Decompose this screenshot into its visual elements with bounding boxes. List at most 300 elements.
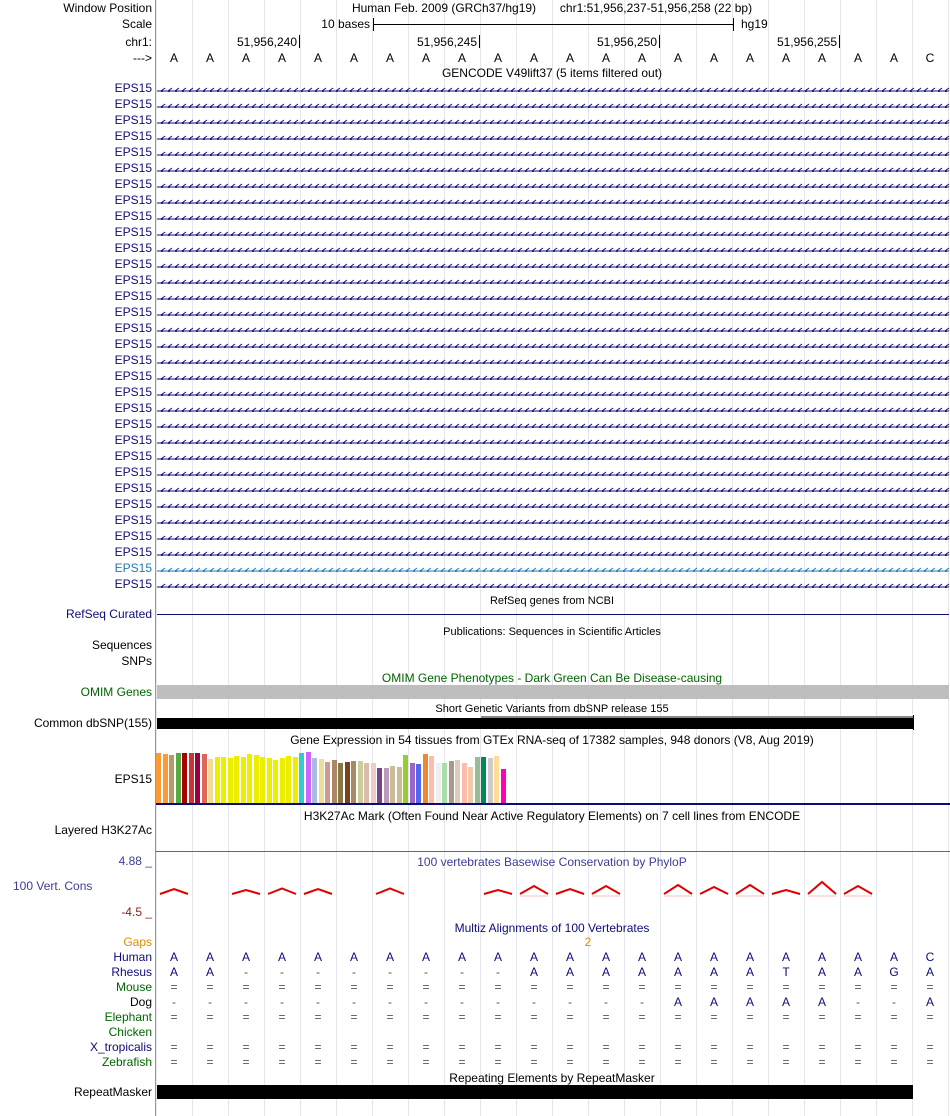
base-letter: A bbox=[241, 51, 251, 65]
phylop-score-mark bbox=[268, 889, 296, 895]
alignment-base: A bbox=[889, 950, 899, 964]
alignment-base: A bbox=[313, 950, 323, 964]
refseq-label[interactable]: RefSeq Curated bbox=[65, 607, 152, 621]
gencode-gene-feature[interactable] bbox=[157, 100, 949, 108]
ruler-tick-label: 51,956,250 bbox=[596, 35, 657, 49]
alignment-base: = bbox=[422, 1010, 430, 1024]
alignment-base: C bbox=[925, 950, 935, 964]
alignment-base: = bbox=[494, 980, 502, 994]
gtex-tissue-bar[interactable] bbox=[228, 758, 233, 803]
alignment-base: A bbox=[457, 950, 467, 964]
species-label[interactable]: Dog bbox=[129, 995, 152, 1009]
alignment-base: - bbox=[316, 995, 320, 1009]
gtex-tissue-bar[interactable] bbox=[384, 768, 389, 803]
gencode-gene-label[interactable]: EPS15 bbox=[114, 497, 152, 511]
gencode-gene-feature[interactable] bbox=[157, 356, 949, 364]
gencode-gene-feature[interactable] bbox=[157, 276, 949, 284]
alignment-base: = bbox=[818, 1040, 826, 1054]
alignment-base: A bbox=[709, 995, 719, 1009]
gencode-gene-feature[interactable] bbox=[157, 564, 949, 572]
alignment-base: = bbox=[458, 1010, 466, 1024]
phylop-score-mark bbox=[664, 885, 692, 894]
phylop-score-mark bbox=[304, 889, 332, 894]
species-label[interactable]: Rhesus bbox=[111, 965, 152, 979]
gencode-gene-label[interactable]: EPS15 bbox=[114, 81, 152, 95]
alignment-base: = bbox=[854, 1040, 862, 1054]
gencode-gene-label[interactable]: EPS15 bbox=[114, 545, 152, 559]
alignment-base: = bbox=[674, 1010, 682, 1024]
gencode-track-title[interactable]: GENCODE V49lift37 (5 items filtered out) bbox=[441, 66, 663, 80]
gtex-tissue-bar[interactable] bbox=[358, 761, 363, 803]
gtex-tissue-bar[interactable] bbox=[280, 758, 285, 803]
phylop-score-mark bbox=[844, 886, 872, 894]
gtex-tissue-bar[interactable] bbox=[442, 763, 447, 803]
alignment-base: A bbox=[601, 950, 611, 964]
ruler-tick-label: 51,956,245 bbox=[416, 35, 477, 49]
gencode-gene-label[interactable]: EPS15 bbox=[114, 289, 152, 303]
alignment-base: - bbox=[352, 965, 356, 979]
species-label[interactable]: Chicken bbox=[108, 1025, 152, 1039]
alignment-base: = bbox=[926, 1040, 934, 1054]
alignment-base: = bbox=[530, 980, 538, 994]
gencode-gene-feature[interactable] bbox=[157, 388, 949, 396]
alignment-base: A bbox=[709, 950, 719, 964]
gencode-gene-label[interactable]: EPS15 bbox=[114, 337, 152, 351]
gtex-tissue-bar[interactable] bbox=[390, 766, 395, 803]
alignment-base: A bbox=[529, 965, 539, 979]
dbsnp-variant-end bbox=[913, 715, 914, 730]
alignment-base: = bbox=[926, 980, 934, 994]
alignment-base: = bbox=[638, 1055, 646, 1069]
gencode-gene-label[interactable]: EPS15 bbox=[114, 193, 152, 207]
gtex-tissue-bar[interactable] bbox=[319, 759, 324, 803]
gencode-gene-label[interactable]: EPS15 bbox=[114, 353, 152, 367]
phylop-score-mark bbox=[484, 890, 512, 894]
alignment-base: A bbox=[205, 965, 215, 979]
gtex-tissue-bar[interactable] bbox=[195, 753, 200, 803]
alignment-base: = bbox=[386, 1010, 394, 1024]
gtex-track-title[interactable]: Gene Expression in 54 tissues from GTEx RNA-seq of 17382 samples, 948 donors (V8, Aug 2019) bbox=[290, 733, 814, 747]
gencode-gene-label[interactable]: EPS15 bbox=[114, 369, 152, 383]
gtex-tissue-bar[interactable] bbox=[241, 757, 246, 803]
gtex-tissue-bar[interactable] bbox=[234, 756, 239, 803]
gencode-gene-feature[interactable] bbox=[157, 484, 949, 492]
ruler-tick-mark bbox=[479, 35, 480, 48]
alignment-base: - bbox=[172, 995, 176, 1009]
gtex-tissue-bar[interactable] bbox=[351, 761, 356, 803]
base-letter: A bbox=[601, 51, 611, 65]
alignment-base: = bbox=[242, 1055, 250, 1069]
phylop-max-label: 4.88 _ bbox=[118, 854, 152, 868]
gtex-tissue-bar[interactable] bbox=[163, 754, 168, 803]
alignment-base: = bbox=[314, 980, 322, 994]
gencode-gene-label[interactable]: EPS15 bbox=[114, 145, 152, 159]
gencode-gene-label[interactable]: EPS15 bbox=[114, 241, 152, 255]
base-letter: A bbox=[349, 51, 359, 65]
gencode-gene-feature[interactable] bbox=[157, 500, 949, 508]
alignment-base: = bbox=[422, 1055, 430, 1069]
strand-label: ---> bbox=[133, 51, 152, 65]
multiz-track-title[interactable]: Multiz Alignments of 100 Vertebrates bbox=[454, 921, 650, 935]
alignment-base: = bbox=[278, 1055, 286, 1069]
alignment-base: A bbox=[349, 950, 359, 964]
gencode-gene-feature[interactable] bbox=[157, 84, 949, 92]
gencode-gene-label[interactable]: EPS15 bbox=[114, 161, 152, 175]
base-letter: A bbox=[169, 51, 179, 65]
gencode-gene-label[interactable]: EPS15 bbox=[114, 305, 152, 319]
alignment-base: = bbox=[890, 1055, 898, 1069]
base-letter: A bbox=[673, 51, 683, 65]
alignment-base: = bbox=[278, 1010, 286, 1024]
gencode-gene-feature[interactable] bbox=[157, 164, 949, 172]
h3k27ac-label[interactable]: Layered H3K27Ac bbox=[54, 823, 152, 837]
dbsnp-track-title[interactable]: Short Genetic Variants from dbSNP release 155 bbox=[435, 703, 669, 715]
omim-label[interactable]: OMIM Genes bbox=[80, 685, 152, 699]
alignment-base: - bbox=[496, 965, 500, 979]
gtex-tissue-bar[interactable] bbox=[494, 756, 499, 803]
ruler-tick-label: 51,956,240 bbox=[236, 35, 297, 49]
alignment-base: - bbox=[280, 965, 284, 979]
repeatmasker-track-title[interactable]: Repeating Elements by RepeatMasker bbox=[449, 1071, 655, 1085]
phylop-score-mark bbox=[700, 887, 728, 894]
gencode-gene-label[interactable]: EPS15 bbox=[114, 225, 152, 239]
alignment-base: = bbox=[530, 1055, 538, 1069]
alignment-base: = bbox=[566, 1055, 574, 1069]
position-text: chr1:51,956,237-51,956,258 (22 bp) bbox=[559, 1, 753, 15]
gencode-gene-feature[interactable] bbox=[157, 212, 949, 220]
alignment-base: = bbox=[206, 1055, 214, 1069]
alignment-base: = bbox=[314, 1055, 322, 1069]
gtex-tissue-bar[interactable] bbox=[364, 763, 369, 803]
gtex-tissue-bar[interactable] bbox=[169, 755, 174, 803]
gtex-tissue-bar[interactable] bbox=[455, 760, 460, 803]
species-label[interactable]: Mouse bbox=[115, 980, 152, 994]
gencode-gene-feature[interactable] bbox=[157, 532, 949, 540]
gtex-tissue-bar[interactable] bbox=[462, 763, 467, 803]
alignment-base: = bbox=[638, 980, 646, 994]
gtex-tissue-bar[interactable] bbox=[254, 755, 259, 803]
alignment-base: A bbox=[781, 950, 791, 964]
refseq-track-title[interactable]: RefSeq genes from NCBI bbox=[489, 595, 615, 607]
alignment-base: = bbox=[566, 1040, 574, 1054]
scale-bar bbox=[373, 24, 733, 25]
gencode-gene-label[interactable]: EPS15 bbox=[114, 321, 152, 335]
gtex-tissue-bar[interactable] bbox=[286, 756, 291, 803]
alignment-base: = bbox=[314, 1040, 322, 1054]
gtex-tissue-bar[interactable] bbox=[423, 754, 428, 803]
gtex-tissue-bar[interactable] bbox=[156, 753, 161, 803]
gtex-tissue-bar[interactable] bbox=[403, 755, 408, 803]
gencode-gene-feature[interactable] bbox=[157, 324, 949, 332]
phylop-track-title[interactable]: 100 vertebrates Basewise Conservation by PhyloP bbox=[417, 855, 687, 869]
assembly-text: Human Feb. 2009 (GRCh37/hg19) bbox=[351, 1, 537, 15]
alignment-base: = bbox=[674, 1055, 682, 1069]
alignment-base: = bbox=[530, 1040, 538, 1054]
gencode-gene-label[interactable]: EPS15 bbox=[114, 433, 152, 447]
phylop-plot[interactable] bbox=[156, 880, 950, 910]
gencode-gene-feature[interactable] bbox=[157, 452, 949, 460]
gencode-gene-feature[interactable] bbox=[157, 308, 949, 316]
gtex-tissue-bar[interactable] bbox=[215, 757, 220, 803]
base-letter: A bbox=[745, 51, 755, 65]
gencode-gene-feature[interactable] bbox=[157, 292, 949, 300]
alignment-base: - bbox=[460, 995, 464, 1009]
alignment-base: = bbox=[278, 980, 286, 994]
gtex-tissue-bar[interactable] bbox=[312, 758, 317, 803]
alignment-base: = bbox=[602, 1055, 610, 1069]
alignment-base: = bbox=[638, 1040, 646, 1054]
gencode-gene-feature[interactable] bbox=[157, 548, 949, 556]
gencode-gene-feature[interactable] bbox=[157, 180, 949, 188]
alignment-base: = bbox=[458, 980, 466, 994]
gencode-gene-label[interactable]: EPS15 bbox=[114, 177, 152, 191]
gencode-gene-feature[interactable] bbox=[157, 404, 949, 412]
gtex-tissue-bar[interactable] bbox=[221, 757, 226, 803]
alignment-base: = bbox=[242, 1010, 250, 1024]
alignment-base: = bbox=[350, 980, 358, 994]
alignment-base: T bbox=[782, 965, 790, 979]
alignment-base: A bbox=[565, 950, 575, 964]
gtex-tissue-bar[interactable] bbox=[332, 760, 337, 803]
alignment-base: - bbox=[388, 995, 392, 1009]
alignment-base: = bbox=[458, 1055, 466, 1069]
base-letter: A bbox=[817, 51, 827, 65]
alignment-base: A bbox=[745, 995, 755, 1009]
gencode-gene-label[interactable]: EPS15 bbox=[114, 209, 152, 223]
alignment-base: - bbox=[568, 995, 572, 1009]
gtex-tissue-bar[interactable] bbox=[429, 756, 434, 803]
base-letter: A bbox=[277, 51, 287, 65]
alignment-base: - bbox=[244, 995, 248, 1009]
alignment-base: A bbox=[925, 995, 935, 1009]
gtex-tissue-bar[interactable] bbox=[449, 761, 454, 803]
species-label[interactable]: Elephant bbox=[104, 1010, 152, 1024]
gencode-gene-feature[interactable] bbox=[157, 436, 949, 444]
alignment-base: = bbox=[782, 1010, 790, 1024]
gtex-tissue-bar[interactable] bbox=[208, 759, 213, 803]
gtex-tissue-bar[interactable] bbox=[475, 757, 480, 803]
base-letter: A bbox=[457, 51, 467, 65]
alignment-base: = bbox=[170, 980, 178, 994]
base-letter: A bbox=[889, 51, 899, 65]
alignment-base: A bbox=[421, 950, 431, 964]
omim-gene-bar[interactable] bbox=[157, 685, 949, 699]
gtex-tissue-bar[interactable] bbox=[176, 753, 181, 803]
phylop-score-mark bbox=[160, 889, 188, 894]
gaps-label: Gaps bbox=[123, 935, 152, 949]
gencode-gene-label[interactable]: EPS15 bbox=[114, 273, 152, 287]
gtex-tissue-bar[interactable] bbox=[410, 763, 415, 803]
alignment-base: = bbox=[494, 1055, 502, 1069]
gtex-tissue-bar[interactable] bbox=[397, 767, 402, 803]
alignment-base: A bbox=[745, 950, 755, 964]
gencode-gene-feature[interactable] bbox=[157, 244, 949, 252]
gtex-tissue-bar[interactable] bbox=[436, 763, 441, 803]
base-letter: A bbox=[709, 51, 719, 65]
gtex-tissue-bar[interactable] bbox=[260, 757, 265, 803]
alignment-base: - bbox=[280, 995, 284, 1009]
gencode-gene-label[interactable]: EPS15 bbox=[114, 401, 152, 415]
gencode-gene-label[interactable]: EPS15 bbox=[114, 449, 152, 463]
base-letter: A bbox=[421, 51, 431, 65]
alignment-base: = bbox=[566, 1010, 574, 1024]
gtex-tissue-bar[interactable] bbox=[345, 762, 350, 803]
scale-db: hg19 bbox=[741, 17, 768, 31]
gencode-gene-feature[interactable] bbox=[157, 116, 949, 124]
alignment-base: = bbox=[350, 1055, 358, 1069]
omim-track-title[interactable]: OMIM Gene Phenotypes - Dark Green Can Be Disease-causing bbox=[381, 671, 723, 685]
gencode-gene-feature[interactable] bbox=[157, 372, 949, 380]
publications-track-title[interactable]: Publications: Sequences in Scientific Articles bbox=[443, 626, 661, 638]
phylop-score-mark bbox=[556, 889, 584, 894]
alignment-base: = bbox=[710, 980, 718, 994]
alignment-base: - bbox=[316, 965, 320, 979]
snps-label[interactable]: SNPs bbox=[121, 654, 152, 668]
dbsnp-variant-bar[interactable] bbox=[157, 718, 913, 729]
alignment-base: - bbox=[892, 995, 896, 1009]
gtex-tissue-bar[interactable] bbox=[306, 752, 311, 803]
repeatmasker-bar[interactable] bbox=[157, 1085, 913, 1099]
alignment-base: = bbox=[206, 980, 214, 994]
gtex-tissue-bar[interactable] bbox=[501, 769, 506, 803]
gtex-bar-chart[interactable] bbox=[156, 750, 556, 803]
alignment-base: = bbox=[854, 1010, 862, 1024]
gencode-gene-feature[interactable] bbox=[157, 516, 949, 524]
gencode-gene-label[interactable]: EPS15 bbox=[114, 481, 152, 495]
gencode-gene-feature[interactable] bbox=[157, 580, 949, 588]
gtex-tissue-bar[interactable] bbox=[371, 763, 376, 803]
gencode-gene-label[interactable]: EPS15 bbox=[114, 529, 152, 543]
gencode-gene-feature[interactable] bbox=[157, 260, 949, 268]
gencode-gene-label[interactable]: EPS15 bbox=[114, 513, 152, 527]
gencode-gene-feature[interactable] bbox=[157, 148, 949, 156]
dbsnp-variant-bar-secondary[interactable] bbox=[481, 716, 913, 718]
gencode-gene-feature[interactable] bbox=[157, 340, 949, 348]
alignment-base: A bbox=[637, 965, 647, 979]
phylop-label[interactable]: 100 Vert. Cons bbox=[13, 879, 93, 893]
alignment-base: = bbox=[854, 1055, 862, 1069]
gencode-gene-feature[interactable] bbox=[157, 196, 949, 204]
scale-bar-right-cap bbox=[733, 18, 734, 31]
gencode-gene-label[interactable]: EPS15 bbox=[114, 113, 152, 127]
gtex-tissue-bar[interactable] bbox=[488, 758, 493, 803]
alignment-base: - bbox=[460, 965, 464, 979]
alignment-base: = bbox=[710, 1010, 718, 1024]
alignment-base: = bbox=[242, 980, 250, 994]
gencode-gene-feature[interactable] bbox=[157, 420, 949, 428]
alignment-base: A bbox=[205, 950, 215, 964]
dbsnp-label[interactable]: Common dbSNP(155) bbox=[33, 716, 152, 730]
alignment-base: - bbox=[244, 965, 248, 979]
alignment-base: = bbox=[854, 980, 862, 994]
alignment-base: = bbox=[746, 980, 754, 994]
alignment-base: = bbox=[206, 1040, 214, 1054]
gencode-gene-label[interactable]: EPS15 bbox=[114, 417, 152, 431]
gencode-gene-label[interactable]: EPS15 bbox=[114, 561, 152, 575]
alignment-base: A bbox=[169, 950, 179, 964]
gtex-tissue-bar[interactable] bbox=[273, 760, 278, 803]
gtex-tissue-bar[interactable] bbox=[182, 753, 187, 803]
alignment-base: = bbox=[170, 1010, 178, 1024]
alignment-base: = bbox=[818, 980, 826, 994]
alignment-base: - bbox=[388, 965, 392, 979]
scale-bar-left-cap bbox=[373, 18, 374, 31]
base-letter: A bbox=[493, 51, 503, 65]
gtex-label[interactable]: EPS15 bbox=[114, 772, 152, 786]
alignment-base: = bbox=[674, 1040, 682, 1054]
ruler-tick-mark bbox=[659, 35, 660, 48]
alignment-base: = bbox=[782, 1040, 790, 1054]
gtex-tissue-bar[interactable] bbox=[247, 754, 252, 803]
gtex-tissue-bar[interactable] bbox=[267, 758, 272, 803]
gtex-tissue-bar[interactable] bbox=[299, 753, 304, 803]
alignment-base: = bbox=[746, 1055, 754, 1069]
gtex-tissue-bar[interactable] bbox=[189, 753, 194, 803]
alignment-base: - bbox=[424, 965, 428, 979]
gtex-baseline bbox=[156, 803, 950, 805]
alignment-base: = bbox=[422, 980, 430, 994]
alignment-base: = bbox=[818, 1055, 826, 1069]
gaps-value: 2 bbox=[584, 935, 592, 949]
chrom-label: chr1: bbox=[125, 35, 152, 49]
gencode-gene-feature[interactable] bbox=[157, 228, 949, 236]
base-letter: C bbox=[925, 51, 935, 65]
alignment-base: = bbox=[602, 1010, 610, 1024]
alignment-base: A bbox=[781, 995, 791, 1009]
alignment-base: = bbox=[818, 1010, 826, 1024]
phylop-score-mark bbox=[376, 889, 404, 895]
gencode-gene-label[interactable]: EPS15 bbox=[114, 465, 152, 479]
species-label[interactable]: Zebrafish bbox=[101, 1055, 152, 1069]
alignment-base: = bbox=[278, 1040, 286, 1054]
alignment-base: A bbox=[817, 950, 827, 964]
alignment-base: = bbox=[602, 1040, 610, 1054]
gtex-tissue-bar[interactable] bbox=[202, 754, 207, 803]
gtex-tissue-bar[interactable] bbox=[468, 767, 473, 803]
repeatmasker-label[interactable]: RepeatMasker bbox=[73, 1085, 152, 1099]
gencode-gene-feature[interactable] bbox=[157, 468, 949, 476]
alignment-base: A bbox=[853, 965, 863, 979]
gtex-tissue-bar[interactable] bbox=[481, 757, 486, 803]
ruler-tick-label: 51,956,255 bbox=[776, 35, 837, 49]
gencode-gene-label[interactable]: EPS15 bbox=[114, 257, 152, 271]
alignment-base: A bbox=[925, 965, 935, 979]
species-label[interactable]: Human bbox=[113, 950, 152, 964]
gtex-tissue-bar[interactable] bbox=[377, 768, 382, 803]
alignment-base: = bbox=[710, 1055, 718, 1069]
publications-label[interactable]: Sequences bbox=[91, 638, 152, 652]
refseq-gene-line[interactable] bbox=[157, 614, 949, 615]
h3k27ac-track-title[interactable]: H3K27Ac Mark (Often Found Near Active Regulatory Elements) on 7 cell lines from ENCODE bbox=[303, 809, 801, 823]
gtex-tissue-bar[interactable] bbox=[416, 764, 421, 803]
alignment-base: = bbox=[206, 1010, 214, 1024]
gtex-tissue-bar[interactable] bbox=[325, 762, 330, 803]
base-letter: A bbox=[313, 51, 323, 65]
alignment-base: = bbox=[926, 1010, 934, 1024]
gencode-gene-label[interactable]: EPS15 bbox=[114, 577, 152, 591]
gencode-gene-label[interactable]: EPS15 bbox=[114, 385, 152, 399]
alignment-base: A bbox=[169, 965, 179, 979]
species-label[interactable]: X_tropicalis bbox=[89, 1040, 152, 1054]
alignment-base: = bbox=[494, 1040, 502, 1054]
gencode-gene-label[interactable]: EPS15 bbox=[114, 129, 152, 143]
alignment-base: = bbox=[602, 980, 610, 994]
gencode-gene-feature[interactable] bbox=[157, 132, 949, 140]
alignment-base: = bbox=[494, 1010, 502, 1024]
gencode-gene-label[interactable]: EPS15 bbox=[114, 97, 152, 111]
gtex-tissue-bar[interactable] bbox=[293, 757, 298, 803]
gtex-tissue-bar[interactable] bbox=[338, 763, 343, 803]
